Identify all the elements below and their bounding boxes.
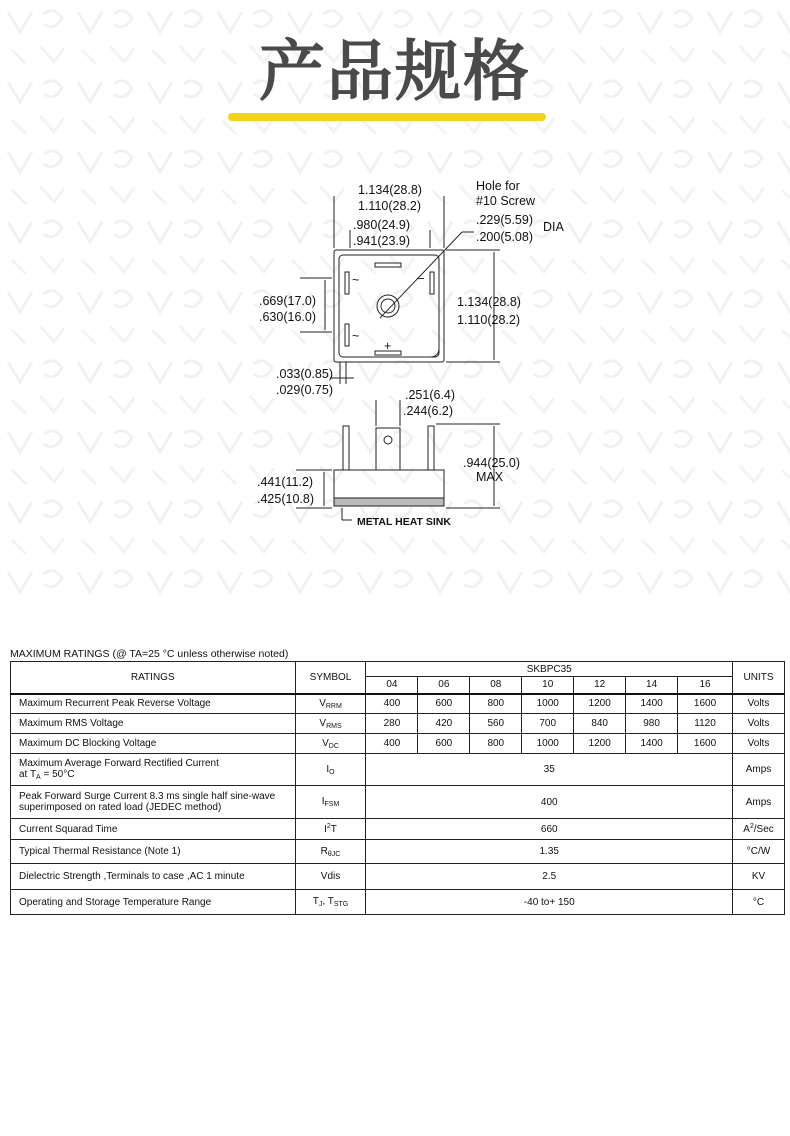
ac-mark-2: ~ — [352, 329, 360, 343]
row-unit: Amps — [732, 754, 784, 786]
row-label: Maximum DC Blocking Voltage — [11, 734, 296, 754]
value-cell: 560 — [470, 714, 522, 734]
value-cell: 400 — [366, 694, 418, 714]
row-symbol: $I_{FSM}$ — [295, 786, 366, 819]
header-ratings: RATINGS — [11, 662, 296, 694]
ratings-table — [10, 661, 785, 915]
title-underline — [228, 113, 546, 121]
value-cell: 35 — [366, 754, 733, 786]
minus-mark: – — [417, 271, 424, 285]
header-units: UNITS — [732, 662, 784, 694]
table-row — [11, 840, 785, 864]
row-unit: Volts — [732, 694, 784, 714]
value-cell: 1000 — [522, 734, 574, 754]
plus-mark: + — [384, 339, 392, 353]
table-row — [11, 890, 785, 915]
row-label: Operating and Storage Temperature Range — [11, 890, 296, 915]
dim-total-height: .944(25.0) — [463, 456, 520, 470]
value-cell: -40 to+ 150 — [366, 890, 733, 915]
row-label-line-1: Peak Forward Surge Current 8.3 ms single half sine-wave — [19, 791, 276, 802]
hole-label-1: Hole for — [476, 179, 520, 193]
dim-term-max: .251(6.4) — [405, 388, 456, 402]
value-cell: 840 — [574, 714, 626, 734]
value-cell: 400 — [366, 786, 733, 819]
value-cell: 800 — [470, 694, 522, 714]
row-symbol: $R_{\theta JC}$ — [295, 840, 366, 864]
dim-width-max: 1.134(28.8) — [358, 183, 422, 197]
page-title: 产品规格 — [259, 33, 531, 110]
hole-label-2: #10 Screw — [476, 194, 536, 208]
dim-height-max: 1.134(28.8) — [457, 295, 521, 309]
dim-body-min: .425(10.8) — [257, 492, 314, 506]
row-unit: Volts — [732, 714, 784, 734]
version-cell: 08 — [470, 677, 522, 694]
dim-width-min: 1.110(28.2) — [358, 199, 422, 213]
value-cell: 980 — [626, 714, 678, 734]
value-cell: 660 — [366, 819, 733, 840]
value-cell: 1600 — [678, 734, 733, 754]
version-cell: 12 — [574, 677, 626, 694]
ac-mark-1: ~ — [352, 273, 360, 287]
row-symbol: $V_{DC}$ — [295, 734, 366, 754]
value-cell: 1000 — [522, 694, 574, 714]
version-cell: 16 — [678, 677, 733, 694]
dim-hole-max: .229(5.59) — [476, 213, 533, 227]
row-symbol: $I_O$ — [295, 754, 366, 786]
row-label-line-2: superimposed on rated load (JEDEC method) — [19, 802, 222, 813]
row-unit: $A^2$/Sec — [732, 819, 784, 840]
value-cell: 2.5 — [366, 864, 733, 890]
row-label-line-1: Maximum Average Forward Rectified Current — [19, 758, 219, 769]
row-label: Typical Thermal Resistance (Note 1) — [11, 840, 296, 864]
value-cell: 420 — [418, 714, 470, 734]
dim-left-max: .669(17.0) — [259, 294, 316, 308]
table-row — [11, 714, 785, 734]
row-symbol: $V_{RMS}$ — [295, 714, 366, 734]
value-cell: 600 — [418, 734, 470, 754]
ratings-caption: MAXIMUM RATINGS (@ TA=25 °C unless otherwise noted) — [10, 648, 289, 660]
dim-total-max: MAX — [476, 470, 504, 484]
value-cell: 700 — [522, 714, 574, 734]
dim-inner-max: .980(24.9) — [353, 218, 410, 232]
value-cell: 1400 — [626, 694, 678, 714]
row-label: Current Squarad Time — [11, 819, 296, 840]
dim-lead-max: .033(0.85) — [276, 367, 333, 381]
dim-dia: DIA — [543, 220, 564, 234]
heat-sink-label: METAL HEAT SINK — [357, 516, 451, 528]
value-cell: 1200 — [574, 694, 626, 714]
dim-inner-min: .941(23.9) — [353, 234, 410, 248]
header-symbol: SYMBOL — [295, 662, 366, 694]
row-symbol: $V_{RRM}$ — [295, 694, 366, 714]
value-cell: 280 — [366, 714, 418, 734]
package-dimension-drawing — [0, 160, 790, 540]
value-cell: 1200 — [574, 734, 626, 754]
table-row — [11, 694, 785, 714]
row-symbol: $T_J$, $T_{STG}$ — [295, 890, 366, 915]
dim-height-min: 1.110(28.2) — [457, 313, 521, 327]
value-cell: 600 — [418, 694, 470, 714]
table-row — [11, 734, 785, 754]
row-label: Maximum Recurrent Peak Reverse Voltage — [11, 694, 296, 714]
value-cell: 1.35 — [366, 840, 733, 864]
header-series: SKBPC35 — [366, 662, 733, 677]
row-unit: °C/W — [732, 840, 784, 864]
row-label: Dielectric Strength ,Terminals to case ,AC 1 minute — [11, 864, 296, 890]
row-unit: Amps — [732, 786, 784, 819]
dim-body-max: .441(11.2) — [257, 475, 314, 489]
dim-left-min: .630(16.0) — [259, 310, 316, 324]
row-label — [11, 786, 296, 819]
dim-lead-min: .029(0.75) — [276, 383, 333, 397]
value-cell: 800 — [470, 734, 522, 754]
version-cell: 14 — [626, 677, 678, 694]
version-cell: 10 — [522, 677, 574, 694]
version-cell: 06 — [418, 677, 470, 694]
row-symbol: $I^2T$ — [295, 819, 366, 840]
version-cell: 04 — [366, 677, 418, 694]
row-symbol: Vdis — [295, 864, 366, 890]
table-row — [11, 754, 785, 786]
table-row — [11, 819, 785, 840]
table-row — [11, 864, 785, 890]
row-unit: Volts — [732, 734, 784, 754]
row-label-line-2: at $T_A = 50^\circ C$ — [19, 769, 75, 781]
value-cell: 1600 — [678, 694, 733, 714]
dim-hole-min: .200(5.08) — [476, 230, 533, 244]
value-cell: 1400 — [626, 734, 678, 754]
row-unit: KV — [732, 864, 784, 890]
row-unit: °C — [732, 890, 784, 915]
table-row — [11, 786, 785, 819]
dim-term-min: .244(6.2) — [403, 404, 454, 418]
value-cell: 400 — [366, 734, 418, 754]
row-label — [11, 754, 296, 786]
row-label: Maximum RMS Voltage — [11, 714, 296, 734]
value-cell: 1120 — [678, 714, 733, 734]
